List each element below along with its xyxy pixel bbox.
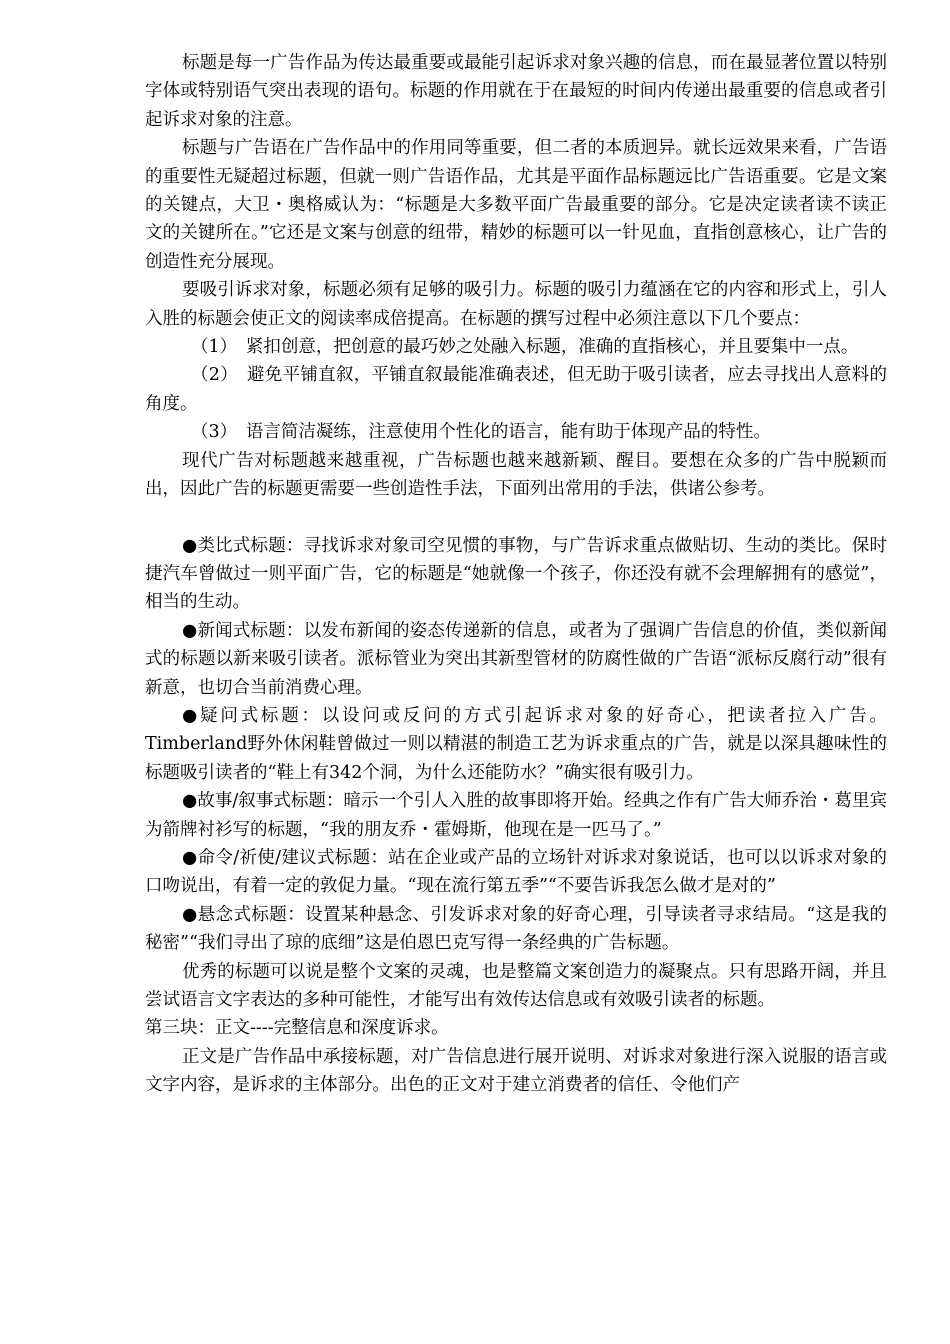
bullet-news-title: ●新闻式标题：以发布新闻的姿态传递新的信息，或者为了强调广告信息的价值，类似新闻式的标题以新来吸引读者。派标管业为突出其新型管材的防腐性做的广告语“派标反腐行动”很有新意，也切合当前消费心理。 bbox=[145, 620, 887, 698]
bullet-suspense-title: ●悬念式标题：设置某种悬念、引发诉求对象的好奇心理，引导读者寻求结局。“这是我的秘密”“我们寻出了琼的底细”这是伯恩巴克写得一条经典的广告标题。 bbox=[145, 904, 887, 954]
bullet-command-title: ●命令/祈使/建议式标题：站在企业或产品的立场针对诉求对象说话，也可以以诉求对象的口吻说出，有着一定的敦促力量。“现在流行第五季”“不要告诉我怎么做才是对的” bbox=[145, 847, 887, 897]
bullet-analogy-title: ●类比式标题：寻找诉求对象司空见惯的事物，与广告诉求重点做贴切、生动的类比。保时捷汽车曾做过一则平面广告，它的标题是“她就像一个孩子，你还没有就不会理解拥有的感觉”，相当的生动。 bbox=[145, 535, 887, 613]
numbered-point-2: （2） 避免平铺直叙，平铺直叙最能准确表述，但无助于吸引读者，应去寻找出人意料的角度。 bbox=[145, 365, 887, 414]
paragraph-techniques-intro: 现代广告对标题越来越重视，广告标题也越来越新颖、醒目。要想在众多的广告中脱颖而出，因此广告的标题更需要一些创造性手法，下面列出常用的手法，供诸公参考。 bbox=[145, 450, 887, 500]
text-column bbox=[145, 49, 887, 1100]
paragraph-body-copy: 正文是广告作品中承接标题，对广告信息进行展开说明、对诉求对象进行深入说服的语言或文字内容，是诉求的主体部分。出色的正文对于建立消费者的信任、令他们产 bbox=[145, 1046, 887, 1096]
paragraph-title-vs-slogan: 标题与广告语在广告作品中的作用同等重要，但二者的本质迥异。就长远效果来看，广告语的重要性无疑超过标题，但就一则广告语作品，尤其是平面作品标题远比广告语重要。它是文案的关键点，大卫・奥格威认为：“标题是大多数平面广告最重要的部分。它是决定读者读不读正文的关键所在。”它还是文案与创意的纽带，精妙的标题可以一针见血，直指创意核心，让广告的创造性充分展现。 bbox=[145, 138, 887, 272]
blank-line bbox=[145, 504, 887, 532]
numbered-point-1: （1） 紧扣创意，把创意的最巧妙之处融入标题，准确的直指核心，并且要集中一点。 bbox=[191, 337, 859, 358]
bullet-question-title: ●疑问式标题：以设问或反问的方式引起诉求对象的好奇心，把读者拉入广告。Timberland野外休闲鞋曾做过一则以精湛的制造工艺为诉求重点的广告，就是以深具趣味性的标题吸引读者的“鞋上有342个洞，为什么还能防水？”确实很有吸引力。 bbox=[145, 705, 887, 783]
section-heading: 第三块：正文----完整信息和深度诉求。 bbox=[145, 1018, 449, 1039]
paragraph-title-appeal: 要吸引诉求对象，标题必须有足够的吸引力。标题的吸引力蕴涵在它的内容和形式上，引人入胜的标题会使正文的阅读率成倍提高。在标题的撰写过程中必须注意以下几个要点： bbox=[145, 280, 887, 329]
paragraph-title-definition: 标题是每一广告作品为传达最重要或最能引起诉求对象兴趣的信息，而在最显著位置以特别字体或特别语气突出表现的语句。标题的作用就在于在最短的时间内传递出最重要的信息或者引起诉求对象的注意。 bbox=[145, 53, 887, 130]
bullet-story-title: ●故事/叙事式标题：暗示一个引人入胜的故事即将开始。经典之作有广告大师乔治・葛里宾为箭牌衬衫写的标题，“我的朋友乔・霍姆斯，他现在是一匹马了。” bbox=[145, 791, 887, 840]
paragraph-summary: 优秀的标题可以说是整个文案的灵魂，也是整篇文案创造力的凝聚点。只有思路开阔，并且尝试语言文字表达的多种可能性，才能写出有效传达信息或有效吸引读者的标题。 bbox=[145, 961, 887, 1010]
numbered-point-3: （3） 语言简洁凝练，注意使用个性化的语言，能有助于体现产品的特性。 bbox=[191, 422, 771, 443]
